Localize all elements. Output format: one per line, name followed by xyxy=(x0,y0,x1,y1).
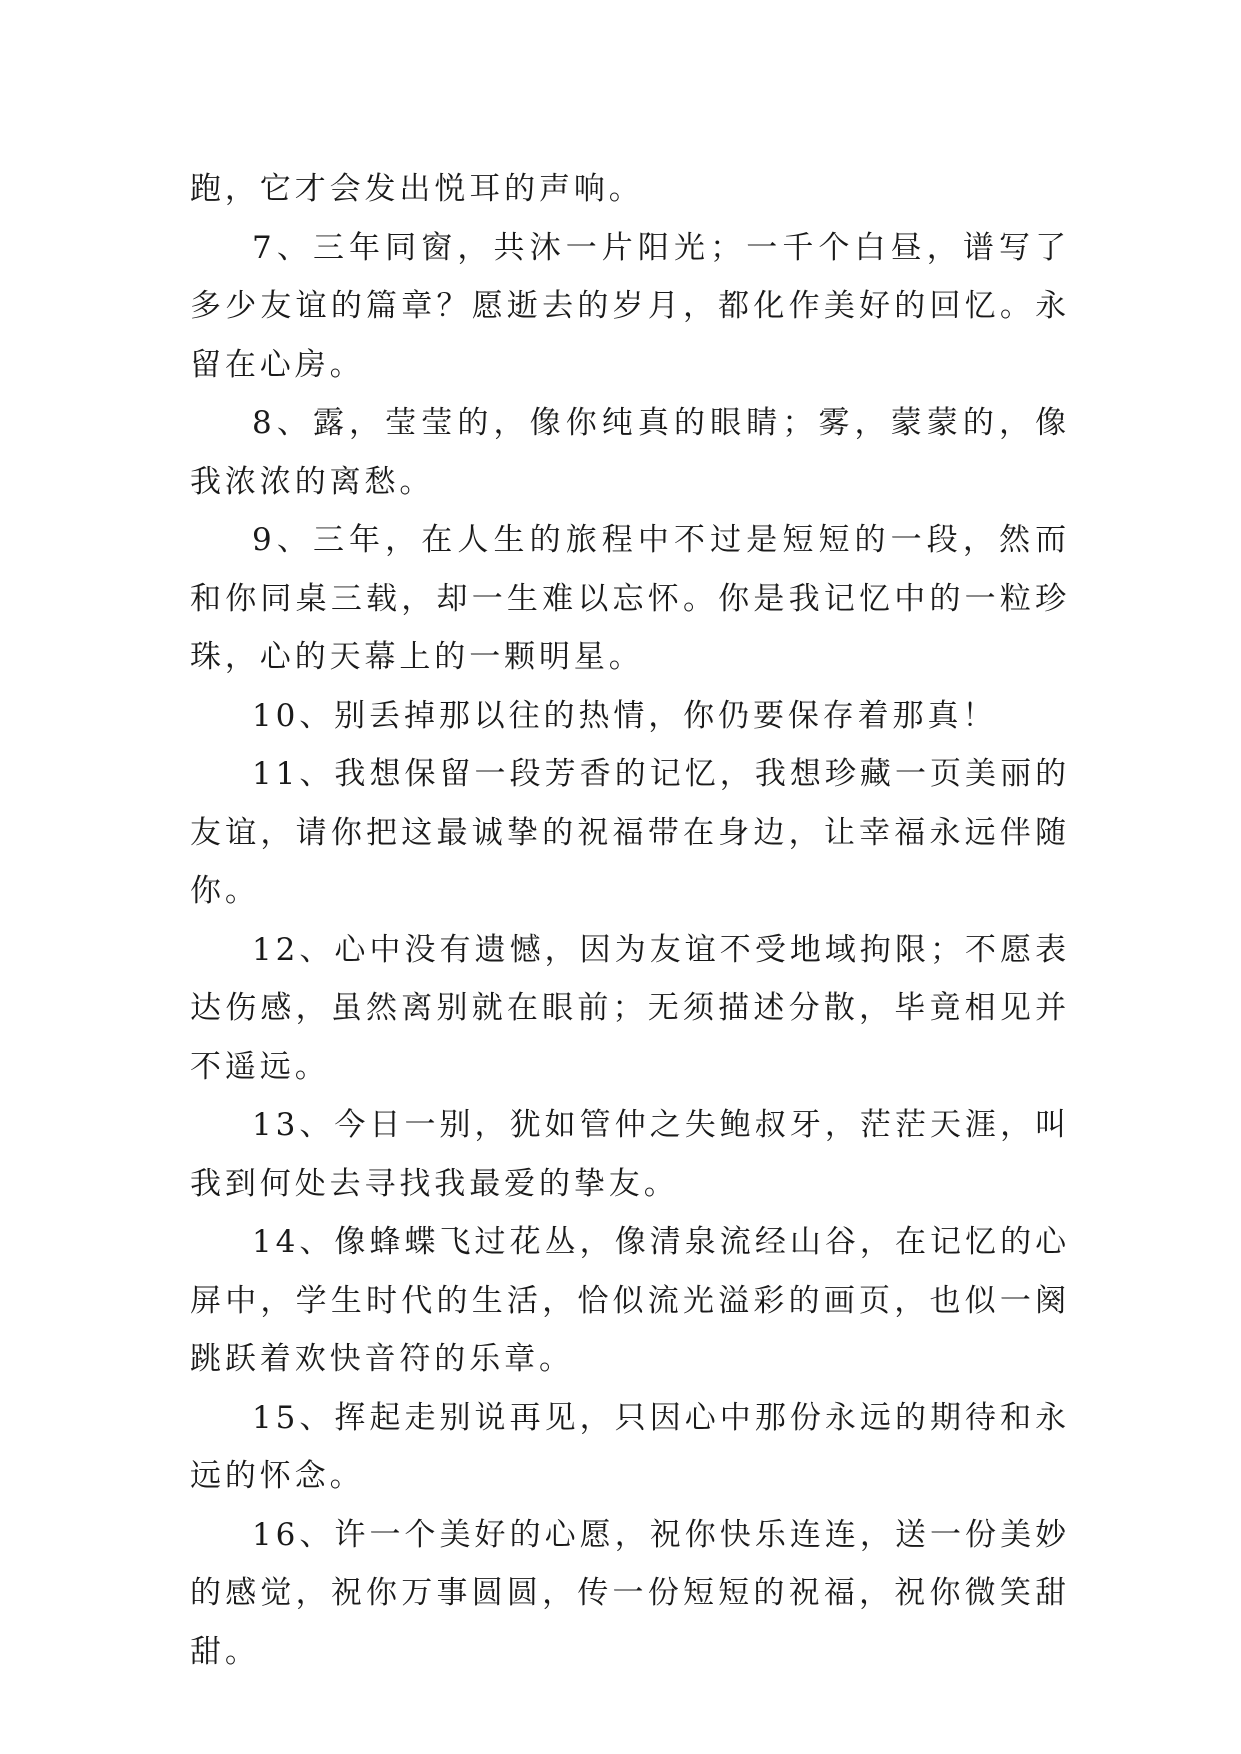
paragraph-10: 10、别丢掉那以往的热情，你仍要保存着那真！ xyxy=(252,697,998,734)
paragraph-12: 12、心中没有遗憾，因为友谊不受地域拘限；不愿表达伤感，虽然离别就在眼前；无须描述分散，毕竟相见并不遥远。 xyxy=(190,931,1070,1085)
paragraph-16: 16、许一个美好的心愿，祝你快乐连连，送一份美妙的感觉，祝你万事圆圆，传一份短短的祝福，祝你微笑甜甜。 xyxy=(190,1516,1070,1670)
paragraph-14: 14、像蜂蝶飞过花丛，像清泉流经山谷，在记忆的心屏中，学生时代的生活，恰似流光溢彩的画页，也似一阕跳跃着欢快音符的乐章。 xyxy=(190,1224,1070,1377)
paragraph-8: 8、露，莹莹的，像你纯真的眼睛；雾，蒙蒙的，像我浓浓的离愁。 xyxy=(190,405,1070,500)
paragraph-11: 11、我想保留一段芳香的记忆，我想珍藏一页美丽的友谊，请你把这最诚挚的祝福带在身边，让幸福永远伴随你。 xyxy=(190,756,1070,909)
document-body xyxy=(190,160,1070,1681)
paragraph-9: 9、三年，在人生的旅程中不过是短短的一段，然而和你同桌三载，却一生难以忘怀。你是我记忆中的一粒珍珠，心的天幕上的一颗明星。 xyxy=(190,522,1070,675)
paragraph-7: 7、三年同窗，共沐一片阳光；一千个白昼，谱写了多少友谊的篇章？愿逝去的岁月，都化作美好的回忆。永留在心房。 xyxy=(190,229,1070,383)
paragraph-continuation: 跑，它才会发出悦耳的声响。 xyxy=(190,171,644,207)
paragraph-13: 13、今日一别，犹如管仲之失鲍叔牙，茫茫天涯，叫我到何处去寻找我最爱的挚友。 xyxy=(190,1107,1070,1202)
paragraph-15: 15、挥起走别说再见，只因心中那份永远的期待和永远的怀念。 xyxy=(190,1399,1070,1494)
